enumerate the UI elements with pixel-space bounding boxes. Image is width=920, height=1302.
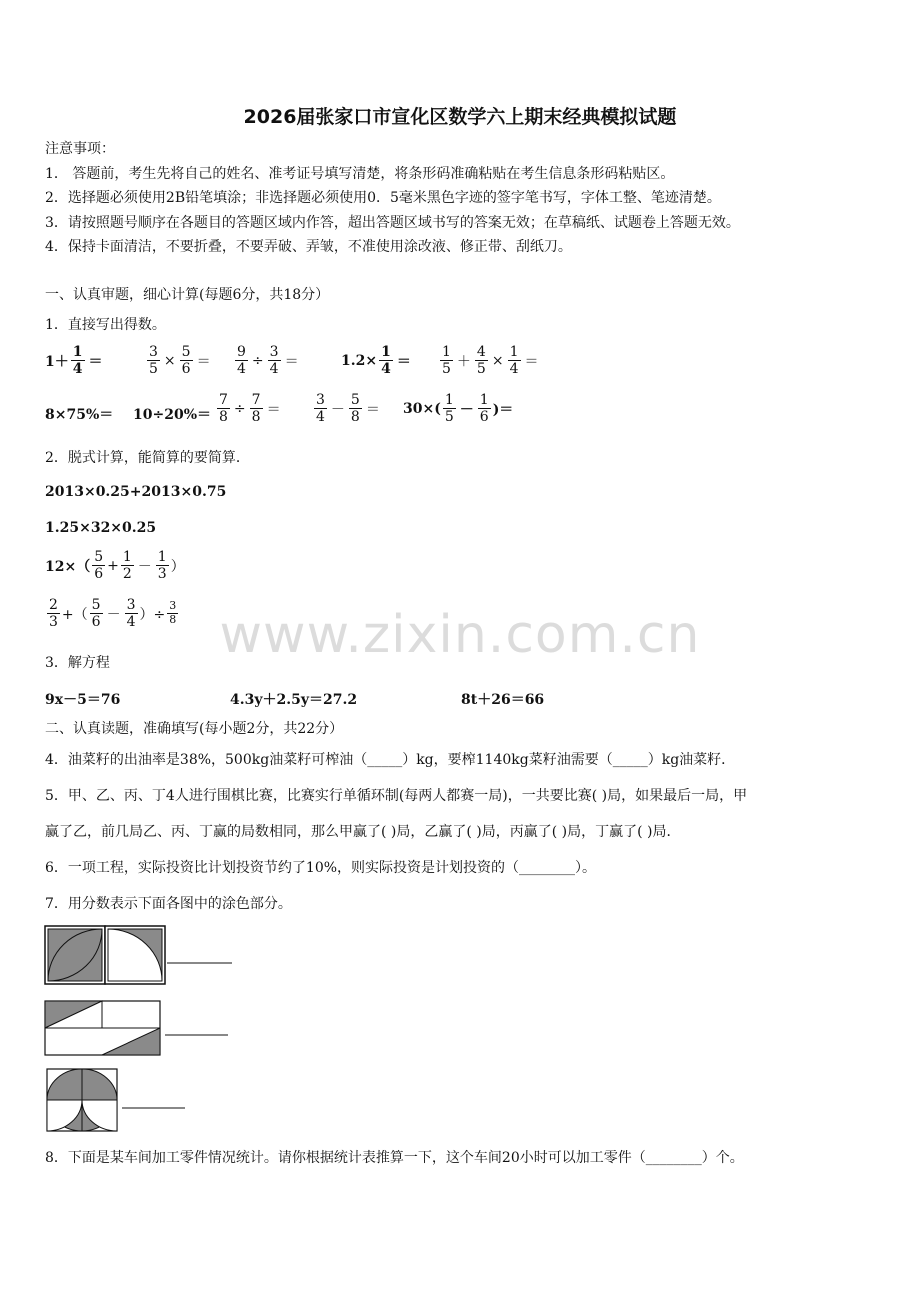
operator: － [106,606,121,623]
q2-expr-1: 2013×0.25+2013×0.75 [45,484,227,500]
denominator: 5 [149,361,158,378]
numerator: 7 [219,392,228,408]
denominator: 6 [479,409,489,426]
calc-1-5 [438,344,541,377]
fraction [508,344,521,377]
fraction [268,344,281,377]
denominator: 4 [126,614,136,631]
question-8: 8．下面是某车间加工零件情况统计。请你根据统计表推算一下，这个车间20小时可以加工零件（________）个。 [45,1150,744,1166]
denominator: 5 [444,409,454,426]
section1-heading: 一、认真审题，细心计算(每题6分，共18分） [45,287,330,303]
calc-1-4 [341,344,413,377]
denominator: 4 [72,361,83,378]
denominator: 4 [316,409,325,426]
fraction [475,344,488,377]
note-item: 3．请按照题号顺序在各题目的答题区域内作答，超出答题区域书写的答案无效；在草稿纸、试题卷上答题无效。 [45,215,740,231]
equation-1: 9x－5＝76 [45,692,121,708]
denominator: 6 [181,361,191,378]
calc-2-2: 10÷20%＝ [133,407,211,423]
operand: 30×( [403,400,441,417]
q2-label: 2．脱式计算，能简算的要简算． [45,450,250,466]
fraction [217,392,230,425]
operator: ÷ [233,400,246,417]
fraction [156,549,169,582]
operand: ） [170,558,185,575]
numerator: 3 [316,392,325,408]
numerator: 1 [509,344,519,360]
denominator: 6 [91,614,101,631]
calc-1-2 [145,344,213,377]
denominator: 4 [381,361,391,378]
fraction [443,392,456,425]
equals: ＝ [365,401,380,418]
numerator: 4 [476,344,486,360]
operator: － [137,558,152,575]
denominator: 5 [442,361,451,378]
numerator: 1 [122,549,132,565]
numerator: 5 [350,392,360,408]
fraction [121,549,134,582]
figure-quarter-circles [44,925,236,987]
operand: 1.2× [341,352,378,369]
denominator: 6 [94,566,104,583]
operator: + [107,557,119,574]
operator: － [330,401,345,418]
equation-2: 4.3y＋2.5y＝27.2 [230,692,358,708]
denominator: 3 [49,614,58,631]
numerator: 2 [49,597,58,613]
calc-2-3 [215,392,283,425]
fraction [71,344,85,377]
fraction [478,392,491,425]
calc-1-1 [45,344,105,377]
numerator: 1 [444,392,454,408]
q1-label: 1．直接写出得数。 [45,317,166,333]
operator: × [163,352,176,369]
equals: ＝ [524,353,539,370]
calc-2-4 [312,392,382,425]
denominator: 4 [509,361,519,378]
denominator: 8 [350,409,360,426]
numerator: 3 [149,344,158,360]
numerator: 3 [169,599,177,613]
question-7: 7．用分数表示下面各图中的涂色部分。 [45,896,292,912]
question-5-line2: 赢了乙，前几局乙、丙、丁赢的局数相同，那么甲赢了( )局，乙赢了( )局，丙赢了( )局，丁赢了( )局． [45,824,681,840]
question-6: 6．一项工程，实际投资比计划投资节约了10%，则实际投资是计划投资的（________）。 [45,860,597,876]
numerator: 1 [72,344,83,360]
q3-label: 3．解方程 [45,655,110,671]
q2-expr-3 [45,549,185,582]
numerator: 5 [91,597,101,613]
fraction [440,344,453,377]
operator: × [491,352,504,369]
denominator: 4 [269,361,279,378]
fraction [314,392,327,425]
equation-3: 8t＋26＝66 [461,692,545,708]
question-5-line1: 5．甲、乙、丙、丁4人进行围棋比赛，比赛实行单循环制(每两人都赛一局)，一共要比赛( )局，如果最后一局，甲 [45,788,748,804]
equals: ＝ [196,353,211,370]
numerator: 5 [94,549,104,565]
figure-circle-square [44,1068,189,1134]
denominator: 8 [219,409,228,426]
numerator: 3 [269,344,279,360]
numerator: 9 [237,344,246,360]
equals: ＝ [284,353,299,370]
page-title: 2026届张家口市宣化区数学六上期末经典模拟试题 [243,106,677,128]
denominator: 8 [251,409,261,426]
watermark: www.zixin.com.cn [219,605,701,665]
operand: 1＋ [45,353,69,370]
figure-triangles [44,1000,234,1060]
operator: ÷ [251,352,264,369]
operand: )＝ [492,401,514,418]
note-item: 2．选择题必须使用2B铅笔填涂；非选择题必须使用0．5毫米黑色字迹的签字笔书写，字体工整、笔迹清楚。 [45,190,721,206]
notes-heading: 注意事项： [45,141,115,157]
denominator: 2 [122,566,132,583]
fraction [92,549,105,582]
operator: － [459,401,474,418]
numerator: 5 [181,344,191,360]
note-item: 4．保持卡面清洁，不要折叠，不要弄破、弄皱，不准使用涂改液、修正带、刮纸刀。 [45,239,572,255]
fraction [180,344,193,377]
operand: 12×（ [45,558,91,575]
note-item: 1． 答题前，考生先将自己的姓名、准考证号填写清楚，将条形码准确粘贴在考生信息条形码粘贴区。 [45,166,675,182]
denominator: 3 [157,566,167,583]
calc-1-3 [233,344,301,377]
numerator: 1 [479,392,489,408]
denominator: 4 [237,361,246,378]
fraction [147,344,160,377]
fraction [379,344,393,377]
equals: ＝ [396,353,411,370]
equals: ＝ [266,401,281,418]
numerator: 7 [251,392,261,408]
fraction [250,392,263,425]
calc-2-5 [403,392,513,425]
equals: ＝ [88,353,103,370]
numerator: 1 [381,344,391,360]
question-4: 4．油菜籽的出油率是38%，500kg油菜籽可榨油（_____）kg，要榨1140kg菜籽油需要（_____）kg油菜籽． [45,752,736,768]
fraction [349,392,362,425]
denominator: 8 [169,613,177,627]
operand: ）÷ [139,606,166,623]
operator: ＋ [456,353,471,370]
numerator: 1 [157,549,167,565]
calc-2-1: 8×75%＝ [45,407,114,423]
denominator: 5 [476,361,486,378]
q2-expr-2: 1.25×32×0.25 [45,520,157,536]
fraction [235,344,248,377]
section2-heading: 二、认真读题，准确填写(每小题2分，共22分） [45,721,344,737]
numerator: 3 [126,597,136,613]
operand: +（ [61,606,88,623]
numerator: 1 [442,344,451,360]
